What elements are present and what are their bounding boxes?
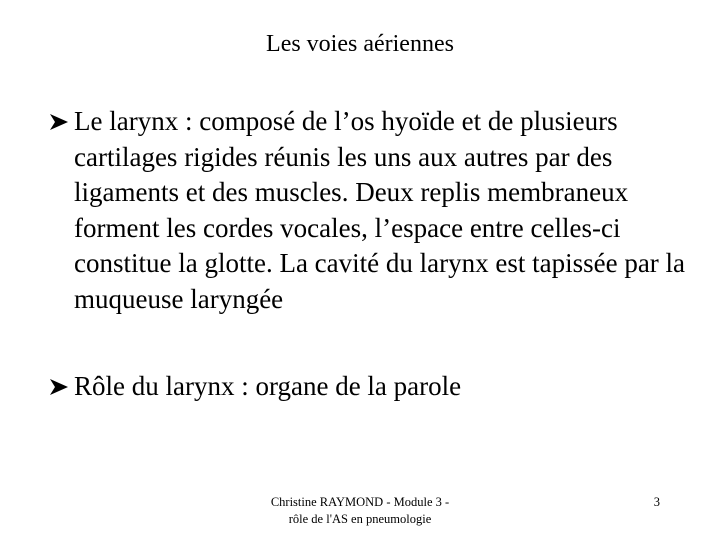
footer-line-2: rôle de l'AS en pneumologie [288, 512, 432, 526]
slide-title: Les voies aériennes [266, 31, 454, 57]
arrow-bullet-icon [48, 378, 70, 396]
bullet-list [48, 104, 698, 405]
bullet-text: Rôle du larynx : organe de la parole [74, 371, 462, 401]
bullet-item-larynx-role [48, 369, 698, 405]
footer-line-1: Christine RAYMOND - Module 3 - [270, 495, 450, 509]
arrow-bullet-icon [48, 113, 70, 131]
bullet-text: Le larynx : composé de l’os hyoïde et de plusieurs cartilages rigides réunis les uns aux autres par des ligaments et des muscles. Deux replis membraneux forment les cordes vocales, l’espace entre celles-ci constitue la glotte. La cavité du larynx est tapissée par la muqueuse laryngée [74, 106, 686, 314]
bullet-item-larynx-definition [48, 104, 698, 317]
page-number: 3 [653, 495, 660, 509]
footer-note [240, 494, 480, 528]
